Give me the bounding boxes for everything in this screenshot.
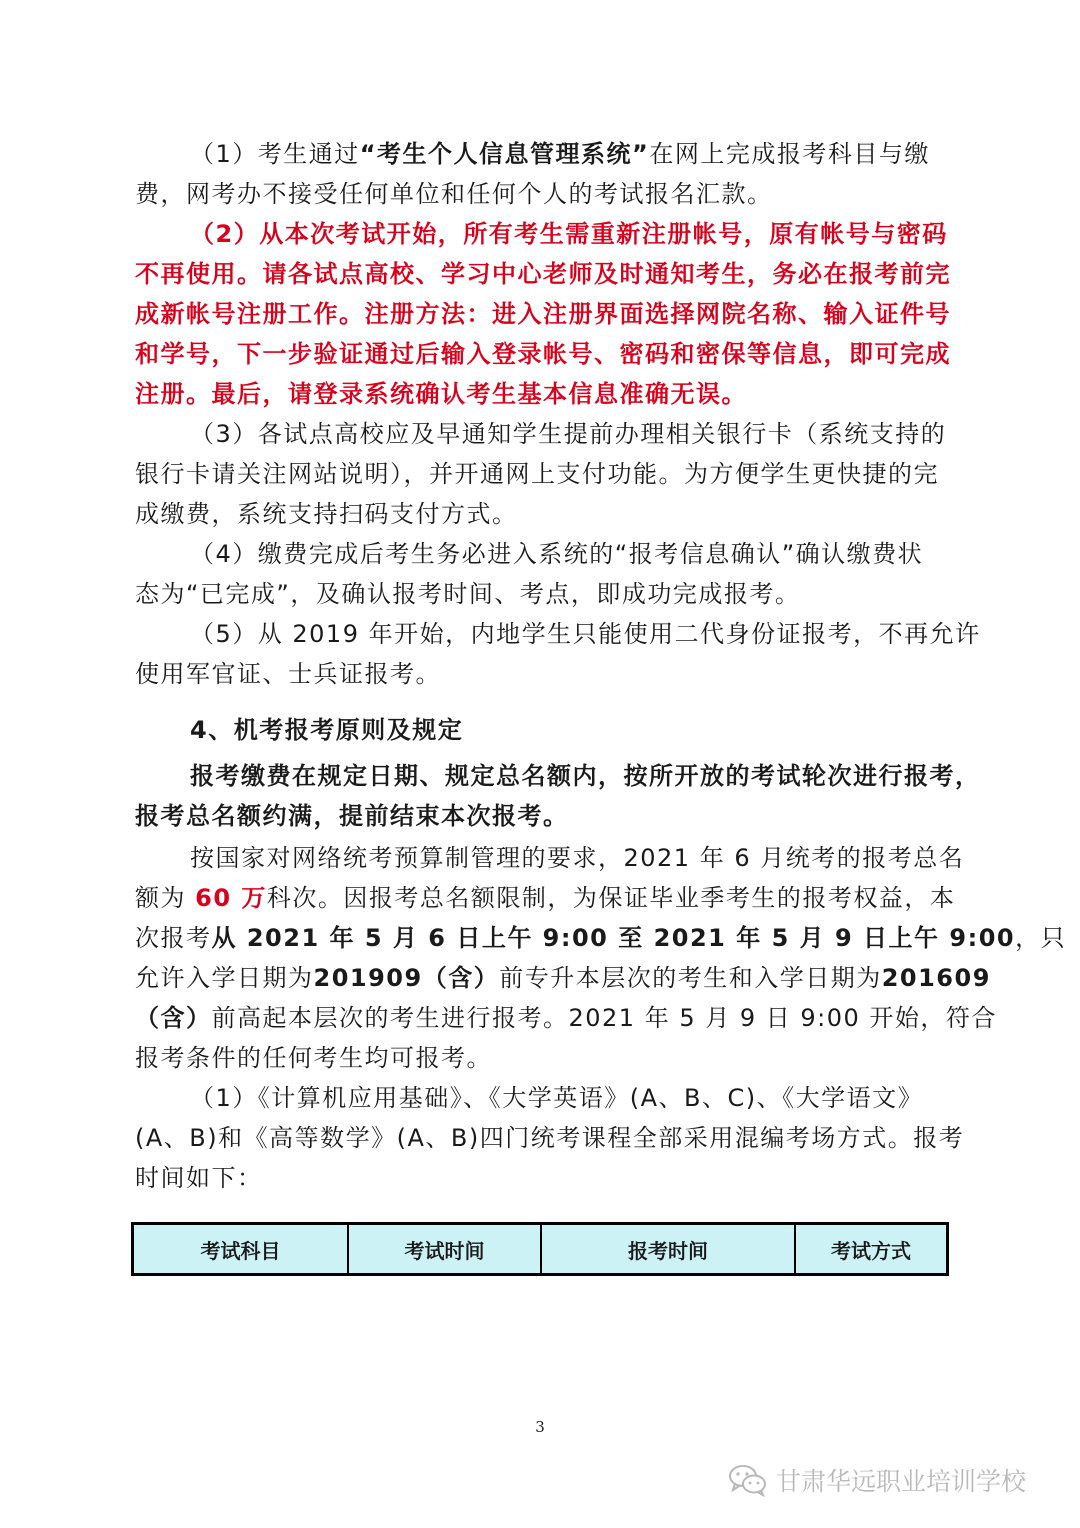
quota-line5: （含）前高起本层次的考生进行报考。2021 年 5 月 9 日 9:00 开始，符合 [135,1004,997,1032]
page-number: 3 [535,1418,545,1436]
rule-line2: 报考总名额约满，提前结束本次报考。 [135,802,569,830]
p2-line3: 成新帐号注册工作。注册方法：进入注册界面选择网院名称、输入证件号 [135,300,951,328]
p4-line2: 态为“已完成”，及确认报考时间、考点，即成功完成报考。 [135,580,801,608]
p3-line3: 成缴费，系统支持扫码支付方式。 [135,500,518,528]
table-header-exam-time: 考试时间 [349,1225,542,1273]
enroll-date-gqb: 201609 [881,964,991,992]
quota-line3: 次报考从 2021 年 5 月 6 日上午 9:00 至 2021 年 5 月 9 日上午 9:00，只 [135,924,1067,952]
quota-line2: 额为 60 万科次。因报考总名额限制，为保证毕业季考生的报考权益，本 [135,884,956,912]
enroll-date-zsb: 201909（含） [313,964,500,992]
table-header-subject: 考试科目 [134,1225,349,1273]
p1-line2: 费，网考办不接受任何单位和任何个人的考试报名汇款。 [135,180,773,208]
p3-line1: （3）各试点高校应及早通知学生提前办理相关银行卡（系统支持的 [190,420,947,448]
quota-line6: 报考条件的任何考生均可报考。 [135,1044,492,1072]
registration-period: 从 2021 年 5 月 6 日上午 9:00 至 2021 年 5 月 9 日上午 9:00 [211,924,1016,952]
table-header-registration-time: 报考时间 [542,1225,796,1273]
quota-amount: 60 万 [195,884,267,912]
watermark [728,1460,1026,1500]
quota-line4: 允许入学日期为201909（含）前专升本层次的考生和入学日期为201609 [135,964,991,992]
section4-heading: 4、机考报考原则及规定 [190,716,464,744]
p2-line1: （2）从本次考试开始，所有考生需重新注册帐号，原有帐号与密码 [190,220,948,248]
p2-line2: 不再使用。请各试点高校、学习中心老师及时通知考生，务必在报考前完 [135,260,951,288]
courses-line1: （1）《计算机应用基础》、《大学英语》(A、B、C)、《大学语文》 [190,1084,924,1112]
system-name: “考生个人信息管理系统” [359,140,650,168]
p5-line2: 使用军官证、士兵证报考。 [135,660,441,688]
p2-line4: 和学号，下一步验证通过后输入登录帐号、密码和密保等信息，即可完成 [135,340,951,368]
table-header-exam-mode: 考试方式 [831,1238,911,1263]
quota-line1: 按国家对网络统考预算制管理的要求，2021 年 6 月统考的报考总名 [190,844,965,872]
wechat-icon [728,1463,768,1497]
exam-schedule-table [131,1222,949,1276]
courses-line3: 时间如下： [135,1164,263,1192]
watermark-text: 甘肃华远职业培训学校 [776,1467,1027,1496]
courses-line2: (A、B)和《高等数学》(A、B)四门统考课程全部采用混编考场方式。报考 [135,1124,965,1152]
p4-line1: （4）缴费完成后考生务必进入系统的“报考信息确认”确认缴费状 [190,540,924,568]
rule-line1: 报考缴费在规定日期、规定总名额内，按所开放的考试轮次进行报考， [190,762,981,790]
p1-line1: （1）考生通过“考生个人信息管理系统”在网上完成报考科目与缴 [190,140,930,168]
p3-line2: 银行卡请关注网站说明），并开通网上支付功能。为方便学生更快捷的完 [135,460,939,488]
p5-line1: （5）从 2019 年开始，内地学生只能使用二代身份证报考，不再允许 [190,620,981,648]
p2-line5: 注册。最后，请登录系统确认考生基本信息准确无误。 [135,380,747,408]
